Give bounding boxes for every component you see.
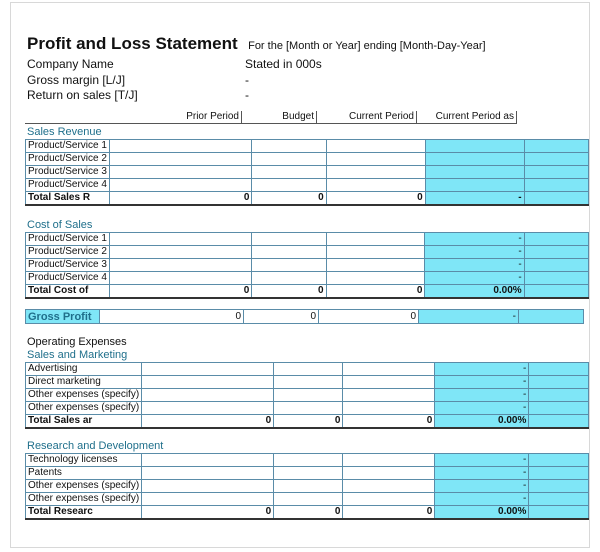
row-label[interactable]: Patents	[26, 467, 142, 480]
table-row: Product/Service 1 -	[26, 233, 589, 246]
section-cost-of-sales: Cost of Sales	[27, 219, 93, 231]
col-current-period-as: Current Period as	[417, 111, 517, 124]
row-label[interactable]: Product/Service 2	[26, 153, 110, 166]
sales-marketing-table	[25, 362, 589, 429]
gross-margin-value: -	[245, 73, 249, 87]
col-budget: Budget	[242, 111, 317, 124]
table-row: Advertising -	[26, 363, 589, 376]
table-row: Product/Service 2 -	[26, 246, 589, 259]
table-row: Product/Service 3 -	[26, 259, 589, 272]
total-row: Total Sales ar 0 0 0 0.00%	[26, 415, 589, 429]
total-label: Total Researc	[26, 506, 142, 520]
row-label[interactable]: Product/Service 1	[26, 140, 110, 153]
page-subtitle: For the [Month or Year] ending [Month-Day-Year]	[248, 40, 486, 52]
section-sales-marketing: Sales and Marketing	[27, 349, 128, 361]
col-current-period: Current Period	[317, 111, 417, 124]
table-row: Patents -	[26, 467, 589, 480]
table-row	[26, 140, 589, 153]
table-row: Other expenses (specify) -	[26, 402, 589, 415]
title-row	[27, 34, 486, 54]
table-row: Other expenses (specify) -	[26, 480, 589, 493]
row-label[interactable]: Technology licenses	[26, 454, 142, 467]
table-row: Other expenses (specify) -	[26, 389, 589, 402]
table-row: Product/Service 4 -	[26, 272, 589, 285]
sales-revenue-table	[25, 139, 589, 206]
section-sales-revenue: Sales Revenue	[27, 126, 102, 138]
table-row	[26, 179, 589, 192]
total-label: Total Cost of	[26, 285, 110, 299]
section-research-development: Research and Development	[27, 440, 164, 452]
gross-profit-table	[25, 309, 584, 324]
row-label[interactable]: Product/Service 1	[26, 233, 110, 246]
row-label[interactable]: Other expenses (specify)	[26, 480, 142, 493]
table-row: Technology licenses -	[26, 454, 589, 467]
row-label[interactable]: Product/Service 3	[26, 259, 110, 272]
row-label[interactable]: Other expenses (specify)	[26, 493, 142, 506]
total-label: Total Sales ar	[26, 415, 142, 429]
row-label[interactable]: Product/Service 3	[26, 166, 110, 179]
total-row: Total Sales R 0 0 0 -	[26, 192, 589, 206]
return-on-sales-value: -	[245, 88, 249, 102]
col-prior-period: Prior Period	[98, 111, 242, 124]
column-header-row	[25, 111, 517, 124]
table-row: Other expenses (specify) -	[26, 493, 589, 506]
table-row	[26, 166, 589, 179]
row-label[interactable]: Product/Service 4	[26, 272, 110, 285]
operating-expenses-label: Operating Expenses	[27, 336, 127, 348]
page-title: Profit and Loss Statement	[27, 34, 238, 53]
stated-in-label: Stated in 000s	[245, 57, 322, 71]
gross-margin-label: Gross margin [L/J]	[27, 73, 126, 87]
spreadsheet	[10, 2, 590, 548]
row-label[interactable]: Product/Service 4	[26, 179, 110, 192]
gross-profit-label: Gross Profit	[26, 310, 100, 324]
return-on-sales-label: Return on sales [T/J]	[27, 88, 138, 102]
total-row: Total Researc 0 0 0 0.00%	[26, 506, 589, 520]
total-row: Total Cost of 0 0 0 0.00%	[26, 285, 589, 299]
row-label[interactable]: Direct marketing	[26, 376, 142, 389]
total-label: Total Sales R	[26, 192, 110, 206]
row-label[interactable]: Advertising	[26, 363, 142, 376]
row-label[interactable]: Product/Service 2	[26, 246, 110, 259]
row-label[interactable]: Other expenses (specify)	[26, 402, 142, 415]
table-row	[26, 153, 589, 166]
gross-profit-row: Gross Profit 0 0 0 -	[26, 310, 584, 324]
research-development-table	[25, 453, 589, 520]
row-label[interactable]: Other expenses (specify)	[26, 389, 142, 402]
table-row: Direct marketing -	[26, 376, 589, 389]
cost-of-sales-table	[25, 232, 589, 299]
company-name-label[interactable]: Company Name	[27, 57, 114, 71]
